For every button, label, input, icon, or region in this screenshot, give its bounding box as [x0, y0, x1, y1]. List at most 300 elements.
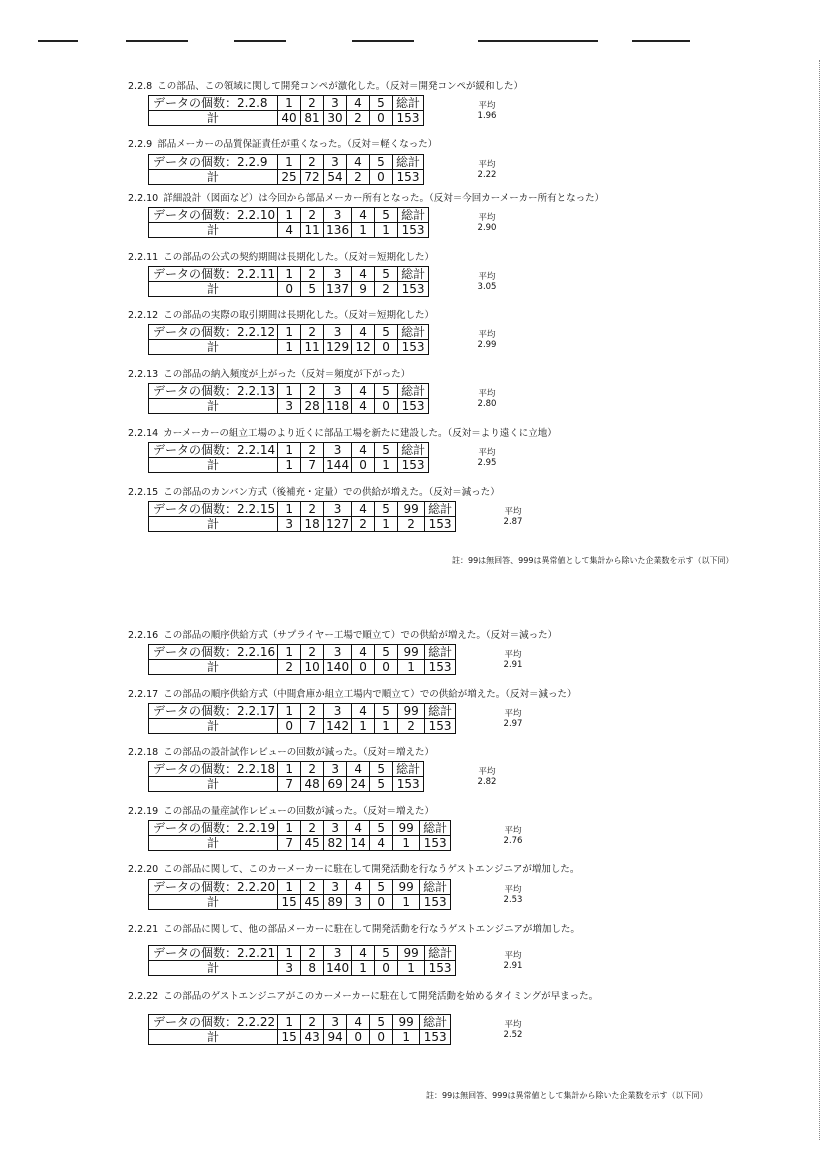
column-header-cell: 2	[301, 384, 324, 399]
table-row	[149, 719, 456, 734]
value-cell: 153	[398, 340, 429, 355]
average-label: 平均	[504, 826, 522, 836]
average-value: 2.76	[503, 836, 523, 846]
table-header-row	[149, 762, 424, 777]
frequency-table	[148, 95, 424, 126]
question-number: 2.2.20	[128, 864, 159, 875]
question-body: この部品の実際の取引期間は長期化した。（反対＝短期化した）	[163, 310, 434, 321]
column-header-cell: 2	[301, 267, 324, 282]
column-header-cell: 4	[347, 1015, 370, 1030]
column-header-cell: 99	[398, 502, 425, 517]
table-row	[149, 836, 451, 851]
column-header-cell: 99	[393, 1015, 420, 1030]
value-cell: 153	[425, 961, 456, 976]
table-header-row	[149, 821, 451, 836]
column-header-cell: 総計	[398, 443, 429, 458]
value-cell: 1	[393, 895, 420, 910]
value-cell: 2	[278, 660, 301, 675]
question-number: 2.2.16	[128, 630, 159, 641]
value-cell: 1	[375, 458, 398, 473]
table-title-cell: データの個数：2.2.17	[149, 704, 278, 719]
value-cell: 1	[278, 340, 301, 355]
average-value: 2.52	[503, 1030, 523, 1040]
column-header-cell: 総計	[425, 645, 456, 660]
value-cell: 18	[301, 517, 324, 532]
value-cell: 7	[301, 458, 324, 473]
scan-line	[352, 40, 414, 42]
average-label: 平均	[504, 1020, 522, 1030]
value-cell: 45	[301, 836, 324, 851]
question-text	[128, 747, 788, 759]
question-number: 2.2.18	[128, 747, 159, 758]
column-header-cell: 2	[301, 96, 324, 111]
column-header-cell: 2	[301, 880, 324, 895]
question-text	[128, 369, 788, 381]
value-cell: 10	[301, 660, 324, 675]
table-title-cell: データの個数：2.2.15	[149, 502, 278, 517]
value-cell: 153	[420, 836, 451, 851]
frequency-table	[148, 644, 456, 675]
value-cell: 0	[352, 660, 375, 675]
table-row	[149, 223, 429, 238]
frequency-table	[148, 501, 456, 532]
value-cell: 0	[375, 961, 398, 976]
column-header-cell: 2	[301, 762, 324, 777]
value-cell: 2	[347, 170, 370, 185]
average-label: 平均	[478, 767, 496, 777]
column-header-cell: 4	[352, 384, 375, 399]
average-value: 2.97	[503, 719, 523, 729]
column-header-cell: 4	[352, 267, 375, 282]
average-block	[472, 389, 502, 409]
average-block	[472, 160, 502, 180]
row-label-cell: 計	[149, 517, 278, 532]
question-number: 2.2.22	[128, 991, 159, 1002]
question-text	[128, 689, 788, 701]
value-cell: 0	[370, 1030, 393, 1045]
frequency-table	[148, 207, 429, 238]
column-header-cell: 1	[278, 502, 301, 517]
table-title-cell: データの個数：2.2.12	[149, 325, 278, 340]
column-header-cell: 4	[347, 821, 370, 836]
value-cell: 153	[425, 660, 456, 675]
scan-line	[38, 40, 78, 42]
average-value: 2.82	[477, 777, 497, 787]
table-row	[149, 660, 456, 675]
value-cell: 4	[352, 399, 375, 414]
column-header-cell: 2	[301, 155, 324, 170]
average-label: 平均	[478, 448, 496, 458]
column-header-cell: 総計	[420, 821, 451, 836]
value-cell: 81	[301, 111, 324, 126]
row-label-cell: 計	[149, 1030, 278, 1045]
value-cell: 153	[425, 719, 456, 734]
column-header-cell: 3	[324, 704, 352, 719]
value-cell: 153	[393, 170, 424, 185]
value-cell: 127	[324, 517, 352, 532]
column-header-cell: 5	[375, 946, 398, 961]
column-header-cell: 3	[324, 821, 347, 836]
column-header-cell: 5	[375, 325, 398, 340]
value-cell: 7	[301, 719, 324, 734]
value-cell: 0	[370, 895, 393, 910]
question-text	[128, 81, 788, 93]
column-header-cell: 総計	[425, 946, 456, 961]
value-cell: 24	[347, 777, 370, 792]
value-cell: 153	[425, 517, 456, 532]
average-label: 平均	[504, 709, 522, 719]
value-cell: 0	[375, 340, 398, 355]
question-number: 2.2.11	[128, 252, 159, 263]
table-header-row	[149, 502, 456, 517]
column-header-cell: 5	[370, 155, 393, 170]
value-cell: 153	[420, 1030, 451, 1045]
value-cell: 89	[324, 895, 347, 910]
column-header-cell: 2	[301, 502, 324, 517]
column-header-cell: 3	[324, 384, 352, 399]
column-header-cell: 総計	[393, 762, 424, 777]
column-header-cell: 5	[370, 821, 393, 836]
value-cell: 153	[398, 458, 429, 473]
value-cell: 12	[352, 340, 375, 355]
column-header-cell: 3	[324, 267, 352, 282]
frequency-table	[148, 442, 429, 473]
value-cell: 5	[301, 282, 324, 297]
table-row	[149, 340, 429, 355]
frequency-table	[148, 703, 456, 734]
average-block	[498, 885, 528, 905]
column-header-cell: 4	[352, 502, 375, 517]
column-header-cell: 3	[324, 1015, 347, 1030]
row-label-cell: 計	[149, 961, 278, 976]
average-label: 平均	[478, 213, 496, 223]
table-row	[149, 458, 429, 473]
frequency-table	[148, 266, 429, 297]
value-cell: 1	[375, 223, 398, 238]
column-header-cell: 2	[301, 946, 324, 961]
question-body: この部品の設計試作レビューの回数が減った。（反対＝増えた）	[163, 747, 434, 758]
value-cell: 1	[352, 223, 375, 238]
question-body: この部品に関して、このカーメーカーに駐在して開発活動を行なうゲストエンジニアが増加した。	[163, 864, 580, 875]
value-cell: 118	[324, 399, 352, 414]
frequency-table	[148, 324, 429, 355]
column-header-cell: 総計	[393, 155, 424, 170]
table-row	[149, 777, 424, 792]
value-cell: 15	[278, 1030, 301, 1045]
frequency-table	[148, 820, 451, 851]
value-cell: 153	[393, 111, 424, 126]
average-block	[472, 101, 502, 121]
column-header-cell: 99	[398, 704, 425, 719]
question-body: この部品のカンバン方式（後補充・定量）での供給が増えた。（反対＝減った）	[163, 487, 500, 498]
column-header-cell: 総計	[425, 502, 456, 517]
column-header-cell: 4	[352, 946, 375, 961]
value-cell: 15	[278, 895, 301, 910]
column-header-cell: 5	[375, 384, 398, 399]
average-label: 平均	[504, 885, 522, 895]
value-cell: 2	[398, 517, 425, 532]
table-row	[149, 399, 429, 414]
frequency-table	[148, 879, 451, 910]
question-body: この部品に関して、他の部品メーカーに駐在して開発活動を行なうゲストエンジニアが増加した。	[163, 924, 580, 935]
table-title-cell: データの個数：2.2.13	[149, 384, 278, 399]
value-cell: 5	[370, 777, 393, 792]
average-value: 2.90	[477, 223, 497, 233]
average-value: 2.80	[477, 399, 497, 409]
average-value: 3.05	[477, 282, 497, 292]
question-body: この部品の順序供給方式（中間倉庫か組立工場内で順立て）での供給が増えた。（反対＝減った）	[163, 689, 577, 700]
column-header-cell: 4	[347, 762, 370, 777]
column-header-cell: 4	[352, 704, 375, 719]
table-title-cell: データの個数：2.2.11	[149, 267, 278, 282]
value-cell: 153	[398, 399, 429, 414]
value-cell: 1	[393, 836, 420, 851]
column-header-cell: 5	[375, 645, 398, 660]
value-cell: 82	[324, 836, 347, 851]
value-cell: 1	[375, 517, 398, 532]
column-header-cell: 1	[278, 443, 301, 458]
value-cell: 144	[324, 458, 352, 473]
column-header-cell: 総計	[398, 325, 429, 340]
value-cell: 7	[278, 777, 301, 792]
row-label-cell: 計	[149, 777, 278, 792]
value-cell: 14	[347, 836, 370, 851]
value-cell: 11	[301, 340, 324, 355]
column-header-cell: 1	[278, 946, 301, 961]
average-block	[472, 330, 502, 350]
table-title-cell: データの個数：2.2.10	[149, 208, 278, 223]
column-header-cell: 2	[301, 1015, 324, 1030]
column-header-cell: 1	[278, 384, 301, 399]
question-text	[128, 193, 788, 205]
table-header-row	[149, 384, 429, 399]
column-header-cell: 3	[324, 946, 352, 961]
frequency-table	[148, 761, 424, 792]
row-label-cell: 計	[149, 223, 278, 238]
value-cell: 30	[324, 111, 347, 126]
question-number: 2.2.9	[128, 139, 153, 150]
table-row	[149, 895, 451, 910]
value-cell: 1	[398, 660, 425, 675]
value-cell: 8	[301, 961, 324, 976]
value-cell: 0	[347, 1030, 370, 1045]
question-text	[128, 924, 788, 936]
value-cell: 28	[301, 399, 324, 414]
column-header-cell: 2	[301, 325, 324, 340]
question-text	[128, 487, 788, 499]
row-label-cell: 計	[149, 895, 278, 910]
column-header-cell: 3	[324, 762, 347, 777]
question-text	[128, 428, 788, 440]
value-cell: 140	[324, 961, 352, 976]
column-header-cell: 総計	[425, 704, 456, 719]
average-block	[472, 213, 502, 233]
value-cell: 140	[324, 660, 352, 675]
average-label: 平均	[478, 101, 496, 111]
average-value: 1.96	[477, 111, 497, 121]
question-number: 2.2.10	[128, 193, 159, 204]
table-row	[149, 517, 456, 532]
value-cell: 1	[278, 458, 301, 473]
column-header-cell: 3	[324, 96, 347, 111]
value-cell: 136	[324, 223, 352, 238]
column-header-cell: 1	[278, 821, 301, 836]
average-value: 2.95	[477, 458, 497, 468]
average-value: 2.87	[503, 517, 523, 527]
row-label-cell: 計	[149, 111, 278, 126]
column-header-cell: 総計	[398, 384, 429, 399]
value-cell: 48	[301, 777, 324, 792]
row-label-cell: 計	[149, 458, 278, 473]
value-cell: 3	[278, 399, 301, 414]
question-number: 2.2.17	[128, 689, 159, 700]
column-header-cell: 総計	[420, 880, 451, 895]
average-label: 平均	[504, 507, 522, 517]
question-number: 2.2.14	[128, 428, 159, 439]
question-text	[128, 806, 788, 818]
column-header-cell: 4	[352, 645, 375, 660]
question-body: 詳細設計（図面など）は今回から部品メーカー所有となった。（反対＝今回カーメーカー所有となった）	[163, 193, 605, 204]
column-header-cell: 5	[370, 880, 393, 895]
value-cell: 153	[398, 282, 429, 297]
column-header-cell: 2	[301, 443, 324, 458]
average-value: 2.91	[503, 660, 523, 670]
question-body: この部品の納入頻度が上がった（反対＝頻度が下がった）	[163, 369, 411, 380]
column-header-cell: 総計	[420, 1015, 451, 1030]
average-block	[472, 448, 502, 468]
value-cell: 43	[301, 1030, 324, 1045]
table-header-row	[149, 645, 456, 660]
row-label-cell: 計	[149, 660, 278, 675]
footnote: 註：99は無回答、999は異常値として集計から除いた企業数を示す（以下同）	[452, 556, 734, 565]
column-header-cell: 5	[370, 96, 393, 111]
column-header-cell: 2	[301, 821, 324, 836]
value-cell: 1	[398, 961, 425, 976]
column-header-cell: 3	[324, 502, 352, 517]
question-body: カーメーカーの組立工場のより近くに部品工場を新たに建設した。（反対＝より遠くに立地）	[163, 428, 557, 439]
average-value: 2.99	[477, 340, 497, 350]
row-label-cell: 計	[149, 836, 278, 851]
column-header-cell: 2	[301, 645, 324, 660]
row-label-cell: 計	[149, 399, 278, 414]
table-header-row	[149, 1015, 451, 1030]
value-cell: 0	[375, 399, 398, 414]
table-header-row	[149, 96, 424, 111]
question-body: この部品の量産試作レビューの回数が減った。（反対＝増えた）	[163, 806, 434, 817]
table-title-cell: データの個数：2.2.19	[149, 821, 278, 836]
table-title-cell: データの個数：2.2.16	[149, 645, 278, 660]
column-header-cell: 3	[324, 155, 347, 170]
frequency-table	[148, 1014, 451, 1045]
value-cell: 0	[352, 458, 375, 473]
table-row	[149, 170, 424, 185]
column-header-cell: 5	[370, 1015, 393, 1030]
question-number: 2.2.15	[128, 487, 159, 498]
value-cell: 3	[278, 517, 301, 532]
scan-line	[478, 40, 598, 42]
column-header-cell: 1	[278, 155, 301, 170]
table-row	[149, 961, 456, 976]
average-block	[498, 1020, 528, 1040]
average-value: 2.22	[477, 170, 497, 180]
column-header-cell: 2	[301, 704, 324, 719]
value-cell: 0	[370, 111, 393, 126]
value-cell: 11	[301, 223, 324, 238]
column-header-cell: 99	[393, 821, 420, 836]
value-cell: 2	[352, 517, 375, 532]
question-text	[128, 252, 788, 264]
average-block	[498, 826, 528, 846]
table-header-row	[149, 880, 451, 895]
average-value: 2.91	[503, 961, 523, 971]
table-title-cell: データの個数：2.2.20	[149, 880, 278, 895]
table-row	[149, 1030, 451, 1045]
table-title-cell: データの個数：2.2.14	[149, 443, 278, 458]
average-block	[498, 650, 528, 670]
value-cell: 9	[352, 282, 375, 297]
table-header-row	[149, 208, 429, 223]
average-label: 平均	[478, 160, 496, 170]
column-header-cell: 1	[278, 762, 301, 777]
value-cell: 2	[398, 719, 425, 734]
column-header-cell: 1	[278, 267, 301, 282]
column-header-cell: 3	[324, 208, 352, 223]
column-header-cell: 3	[324, 325, 352, 340]
column-header-cell: 1	[278, 1015, 301, 1030]
value-cell: 142	[324, 719, 352, 734]
value-cell: 69	[324, 777, 347, 792]
average-block	[498, 709, 528, 729]
table-row	[149, 282, 429, 297]
average-label: 平均	[478, 272, 496, 282]
column-header-cell: 5	[375, 502, 398, 517]
table-row	[149, 111, 424, 126]
column-header-cell: 99	[398, 645, 425, 660]
frequency-table	[148, 383, 429, 414]
frequency-table	[148, 154, 424, 185]
table-title-cell: データの個数：2.2.18	[149, 762, 278, 777]
column-header-cell: 総計	[398, 267, 429, 282]
row-label-cell: 計	[149, 282, 278, 297]
table-header-row	[149, 325, 429, 340]
column-header-cell: 4	[352, 443, 375, 458]
question-text	[128, 630, 788, 642]
value-cell: 153	[398, 223, 429, 238]
value-cell: 1	[393, 1030, 420, 1045]
table-header-row	[149, 155, 424, 170]
table-title-cell: データの個数：2.2.8	[149, 96, 278, 111]
average-block	[498, 951, 528, 971]
question-body: この部品の公式の契約期間は長期化した。（反対＝短期化した）	[163, 252, 434, 263]
question-body: この部品のゲストエンジニアがこのカーメーカーに駐在して開発活動を始めるタイミングが早まった。	[163, 991, 599, 1002]
column-header-cell: 1	[278, 704, 301, 719]
column-header-cell: 総計	[398, 208, 429, 223]
value-cell: 153	[393, 777, 424, 792]
footnote: 註：99は無回答、999は異常値として集計から除いた企業数を示す（以下同）	[426, 1091, 708, 1100]
column-header-cell: 4	[347, 880, 370, 895]
table-header-row	[149, 443, 429, 458]
column-header-cell: 4	[352, 208, 375, 223]
scan-line	[126, 40, 188, 42]
average-block	[498, 507, 528, 527]
value-cell: 2	[347, 111, 370, 126]
value-cell: 0	[278, 719, 301, 734]
value-cell: 45	[301, 895, 324, 910]
question-body: 部品メーカーの品質保証責任が重くなった。（反対＝軽くなった）	[157, 139, 438, 150]
column-header-cell: 1	[278, 208, 301, 223]
value-cell: 1	[352, 961, 375, 976]
question-text	[128, 310, 788, 322]
